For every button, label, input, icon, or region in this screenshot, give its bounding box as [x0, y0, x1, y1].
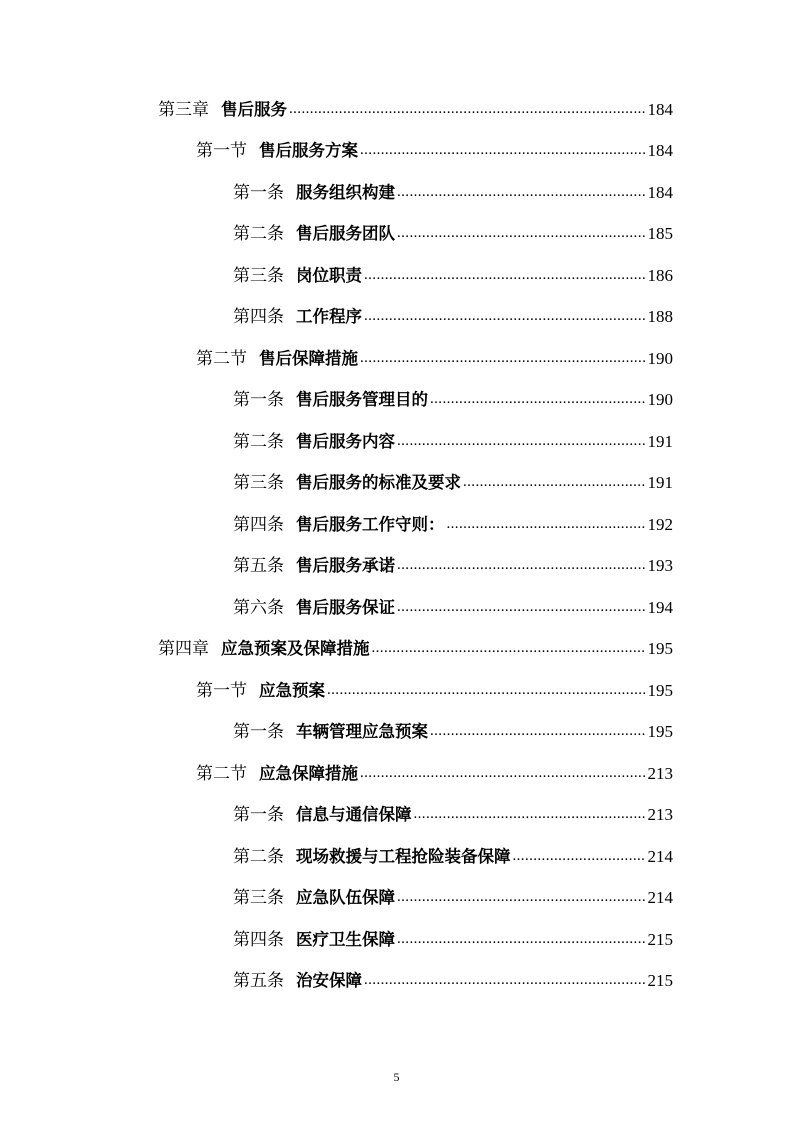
toc-entry-number: 第一条: [233, 722, 284, 743]
toc-dot-leader: [327, 680, 646, 702]
toc-section-entry[interactable]: [0, 670, 793, 712]
toc-dot-leader: [289, 99, 646, 121]
toc-entry-page: 186: [647, 265, 673, 285]
toc-article-entry[interactable]: [0, 421, 793, 463]
toc-entry-title: 应急保障措施: [259, 763, 358, 783]
toc-entry-page: 185: [647, 224, 673, 244]
toc-dot-leader: [463, 472, 646, 494]
toc-entry-title: 服务组织构建: [296, 182, 395, 202]
table-of-contents: [0, 89, 793, 1002]
toc-entry-number: 第一节: [196, 141, 247, 162]
toc-entry-title: 应急队伍保障: [296, 888, 395, 908]
toc-entry-page: 195: [647, 722, 673, 742]
toc-article-entry[interactable]: [0, 255, 793, 297]
toc-dot-leader: [447, 514, 646, 536]
toc-entry-page: 214: [647, 888, 673, 908]
toc-section-entry[interactable]: [0, 131, 793, 173]
toc-entry-number: 第三条: [233, 265, 284, 286]
toc-dot-leader: [397, 929, 646, 951]
toc-entry-page: 184: [647, 141, 673, 161]
toc-section-entry[interactable]: [0, 753, 793, 795]
toc-article-entry[interactable]: [0, 795, 793, 837]
toc-entry-number: 第四条: [233, 514, 284, 535]
toc-dot-leader: [397, 555, 646, 577]
toc-entry-number: 第一条: [233, 390, 284, 411]
toc-entry-title: 工作程序: [296, 307, 362, 327]
toc-entry-title: 售后服务承诺: [296, 556, 395, 576]
toc-dot-leader: [360, 763, 646, 785]
toc-entry-number: 第二条: [233, 224, 284, 245]
toc-entry-title: 售后服务内容: [296, 431, 395, 451]
toc-dot-leader: [364, 265, 646, 287]
toc-entry-title: 信息与通信保障: [296, 805, 412, 825]
toc-entry-number: 第三条: [233, 888, 284, 909]
toc-entry-title: 售后服务保证: [296, 597, 395, 617]
toc-entry-number: 第一条: [233, 805, 284, 826]
toc-entry-page: 215: [647, 929, 673, 949]
toc-entry-title: 售后保障措施: [259, 348, 358, 368]
toc-article-entry[interactable]: [0, 961, 793, 1003]
toc-entry-page: 215: [647, 971, 673, 991]
toc-entry-number: 第三章: [158, 99, 209, 120]
toc-entry-number: 第四章: [158, 639, 209, 660]
toc-entry-number: 第四条: [233, 929, 284, 950]
toc-entry-title: 岗位职责: [296, 265, 362, 285]
toc-article-entry[interactable]: [0, 587, 793, 629]
toc-article-entry[interactable]: [0, 878, 793, 920]
toc-article-entry[interactable]: [0, 463, 793, 505]
toc-dot-leader: [360, 348, 646, 370]
toc-entry-number: 第二节: [196, 348, 247, 369]
toc-dot-leader: [372, 638, 646, 660]
toc-entry-page: 184: [647, 99, 673, 119]
toc-article-entry[interactable]: [0, 172, 793, 214]
toc-entry-number: 第一节: [196, 680, 247, 701]
toc-dot-leader: [430, 721, 646, 743]
toc-entry-page: 190: [647, 348, 673, 368]
toc-dot-leader: [414, 804, 646, 826]
toc-entry-page: 214: [647, 846, 673, 866]
toc-dot-leader: [430, 389, 646, 411]
toc-article-entry[interactable]: [0, 504, 793, 546]
toc-dot-leader: [364, 306, 646, 328]
toc-entry-page: 184: [647, 182, 673, 202]
toc-article-entry[interactable]: [0, 712, 793, 754]
toc-entry-number: 第六条: [233, 597, 284, 618]
toc-entry-number: 第二条: [233, 431, 284, 452]
toc-entry-page: 192: [647, 514, 673, 534]
toc-article-entry[interactable]: [0, 380, 793, 422]
toc-entry-number: 第五条: [233, 971, 284, 992]
toc-entry-title: 应急预案及保障措施: [221, 639, 370, 659]
toc-entry-page: 191: [647, 473, 673, 493]
toc-entry-title: 车辆管理应急预案: [296, 722, 428, 742]
toc-section-entry[interactable]: [0, 338, 793, 380]
toc-entry-page: 195: [647, 680, 673, 700]
toc-dot-leader: [397, 431, 646, 453]
toc-article-entry[interactable]: [0, 836, 793, 878]
toc-entry-page: 191: [647, 431, 673, 451]
toc-entry-title: 售后服务管理目的: [296, 390, 428, 410]
toc-chapter-entry[interactable]: [0, 89, 793, 131]
toc-entry-title: 售后服务团队: [296, 224, 395, 244]
toc-entry-page: 188: [647, 307, 673, 327]
toc-entry-title: 现场救援与工程抢险装备保障: [296, 846, 511, 866]
toc-entry-number: 第三条: [233, 473, 284, 494]
toc-entry-number: 第二节: [196, 763, 247, 784]
toc-entry-page: 213: [647, 805, 673, 825]
toc-dot-leader: [397, 887, 646, 909]
toc-entry-number: 第五条: [233, 556, 284, 577]
toc-article-entry[interactable]: [0, 297, 793, 339]
toc-entry-title: 售后服务的标准及要求: [296, 473, 461, 493]
toc-entry-page: 194: [647, 597, 673, 617]
toc-entry-title: 售后服务方案: [259, 141, 358, 161]
toc-dot-leader: [364, 970, 646, 992]
page-number: 5: [393, 1070, 400, 1084]
toc-entry-page: 193: [647, 556, 673, 576]
toc-entry-number: 第四条: [233, 307, 284, 328]
toc-chapter-entry[interactable]: [0, 629, 793, 671]
toc-entry-number: 第二条: [233, 846, 284, 867]
toc-dot-leader: [397, 223, 646, 245]
toc-dot-leader: [397, 597, 646, 619]
toc-entry-number: 第一条: [233, 182, 284, 203]
toc-entry-page: 213: [647, 763, 673, 783]
toc-entry-page: 195: [647, 639, 673, 659]
toc-entry-title: 售后服务工作守则：: [296, 514, 445, 534]
toc-article-entry[interactable]: [0, 214, 793, 256]
toc-article-entry[interactable]: [0, 546, 793, 588]
toc-entry-title: 医疗卫生保障: [296, 929, 395, 949]
toc-dot-leader: [360, 140, 646, 162]
toc-dot-leader: [513, 846, 646, 868]
toc-entry-title: 应急预案: [259, 680, 325, 700]
toc-dot-leader: [397, 182, 646, 204]
toc-entry-page: 190: [647, 390, 673, 410]
toc-entry-title: 治安保障: [296, 971, 362, 991]
toc-article-entry[interactable]: [0, 919, 793, 961]
toc-entry-title: 售后服务: [221, 99, 287, 119]
